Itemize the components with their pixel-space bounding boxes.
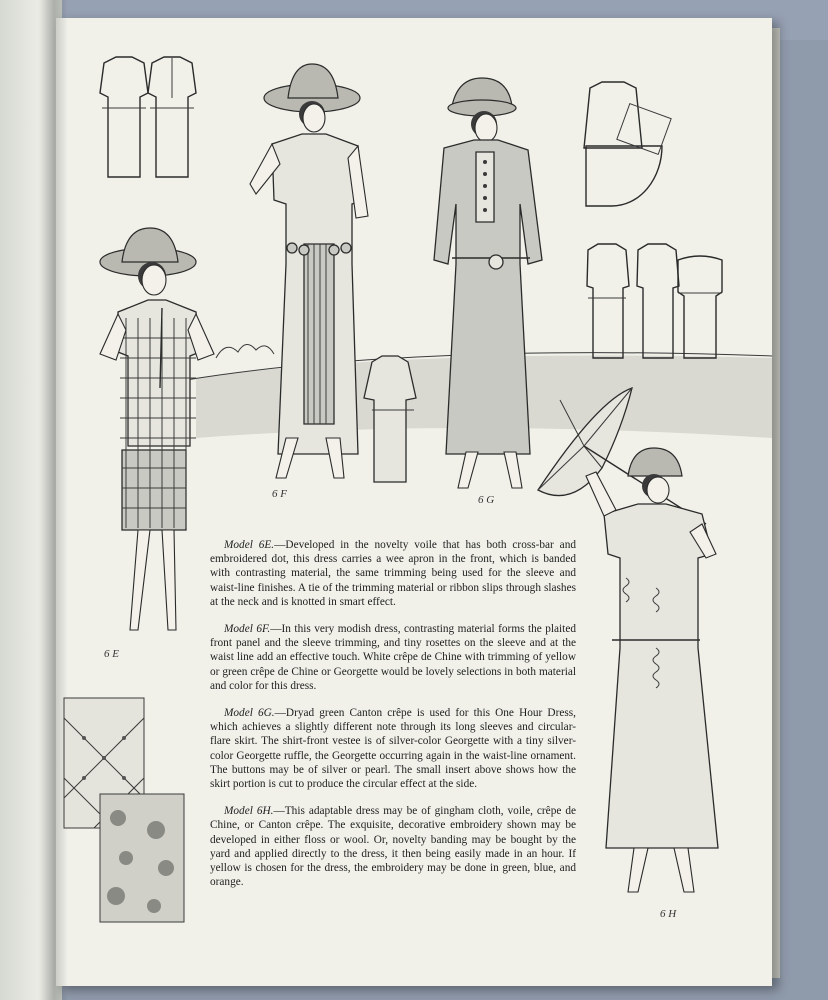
figure-label-6f: 6 F (272, 488, 287, 500)
model-text-6f: —In this very modish dress, contrasting material forms the plaited front panel and the sleeve trimming, and tiny rosettes on the sleeve and at the waist line add an effective touch. White crêpe de Chine with trimming of yellow or green crêpe de Chine or Georgette would be lovely selections in both material and color for this dress. (210, 623, 576, 692)
description-6e (210, 538, 576, 609)
flat-sketch-6e-back (148, 57, 196, 177)
model-name-6f: Model 6F. (224, 623, 271, 636)
figure-label-6e: 6 E (104, 648, 119, 660)
description-6g (210, 706, 576, 791)
model-descriptions (210, 538, 576, 902)
flat-sketch-6e-front (100, 57, 148, 177)
figure-label-6h: 6 H (660, 908, 677, 920)
figure-label-6g: 6 G (478, 494, 495, 506)
flat-sketch-6h-front (587, 244, 629, 358)
flat-sketch-6g-skirt-insert (584, 82, 671, 206)
flat-sketch-6h-back (637, 244, 679, 358)
description-6f (210, 622, 576, 693)
model-text-6g: —Dryad green Canton crêpe is used for this One Hour Dress, which achieves a slightly different note through its long sleeves and circular-flare skirt. The shirt-front vestee is of silver-color Georgette with a tiny silver-color Georgette ruffle, the Georgette occurring again in the waist-line ornament. The buttons may be of silver or pearl. The small insert above shows how the skirt portion is cut to produce the circular effect at the side. (210, 707, 576, 791)
model-name-6g: Model 6G. (224, 707, 275, 720)
model-name-6h: Model 6H. (224, 805, 274, 818)
flat-sketch-apron (678, 256, 722, 358)
swatch-floral-print (100, 794, 184, 922)
description-6h (210, 804, 576, 889)
figure-6g (434, 78, 542, 488)
model-text-6h: —This adaptable dress may be of gingham cloth, voile, crêpe de Chine, or Canton crêpe. The exquisite, decorative embroidery shown may be developed in either floss or wool. Or, novelty banding may be bought by the yard and applied directly to the dress, it then being easily made in an hour. If yellow is chosen for the dress, the embroidery may be done in green, blue, and orange. (210, 805, 576, 889)
model-text-6e: —Developed in the novelty voile that has both cross-bar and embroidered dot, this dress carries a wee apron in the front, which is banded with contrasting material, the same trimming being used for the sleeve and waist-line finishes. A tie of the trimming material or ribbon slips through slashes at the neck and is knotted in smart effect. (210, 539, 576, 608)
model-name-6e: Model 6E. (224, 539, 275, 551)
shrub (216, 344, 274, 358)
